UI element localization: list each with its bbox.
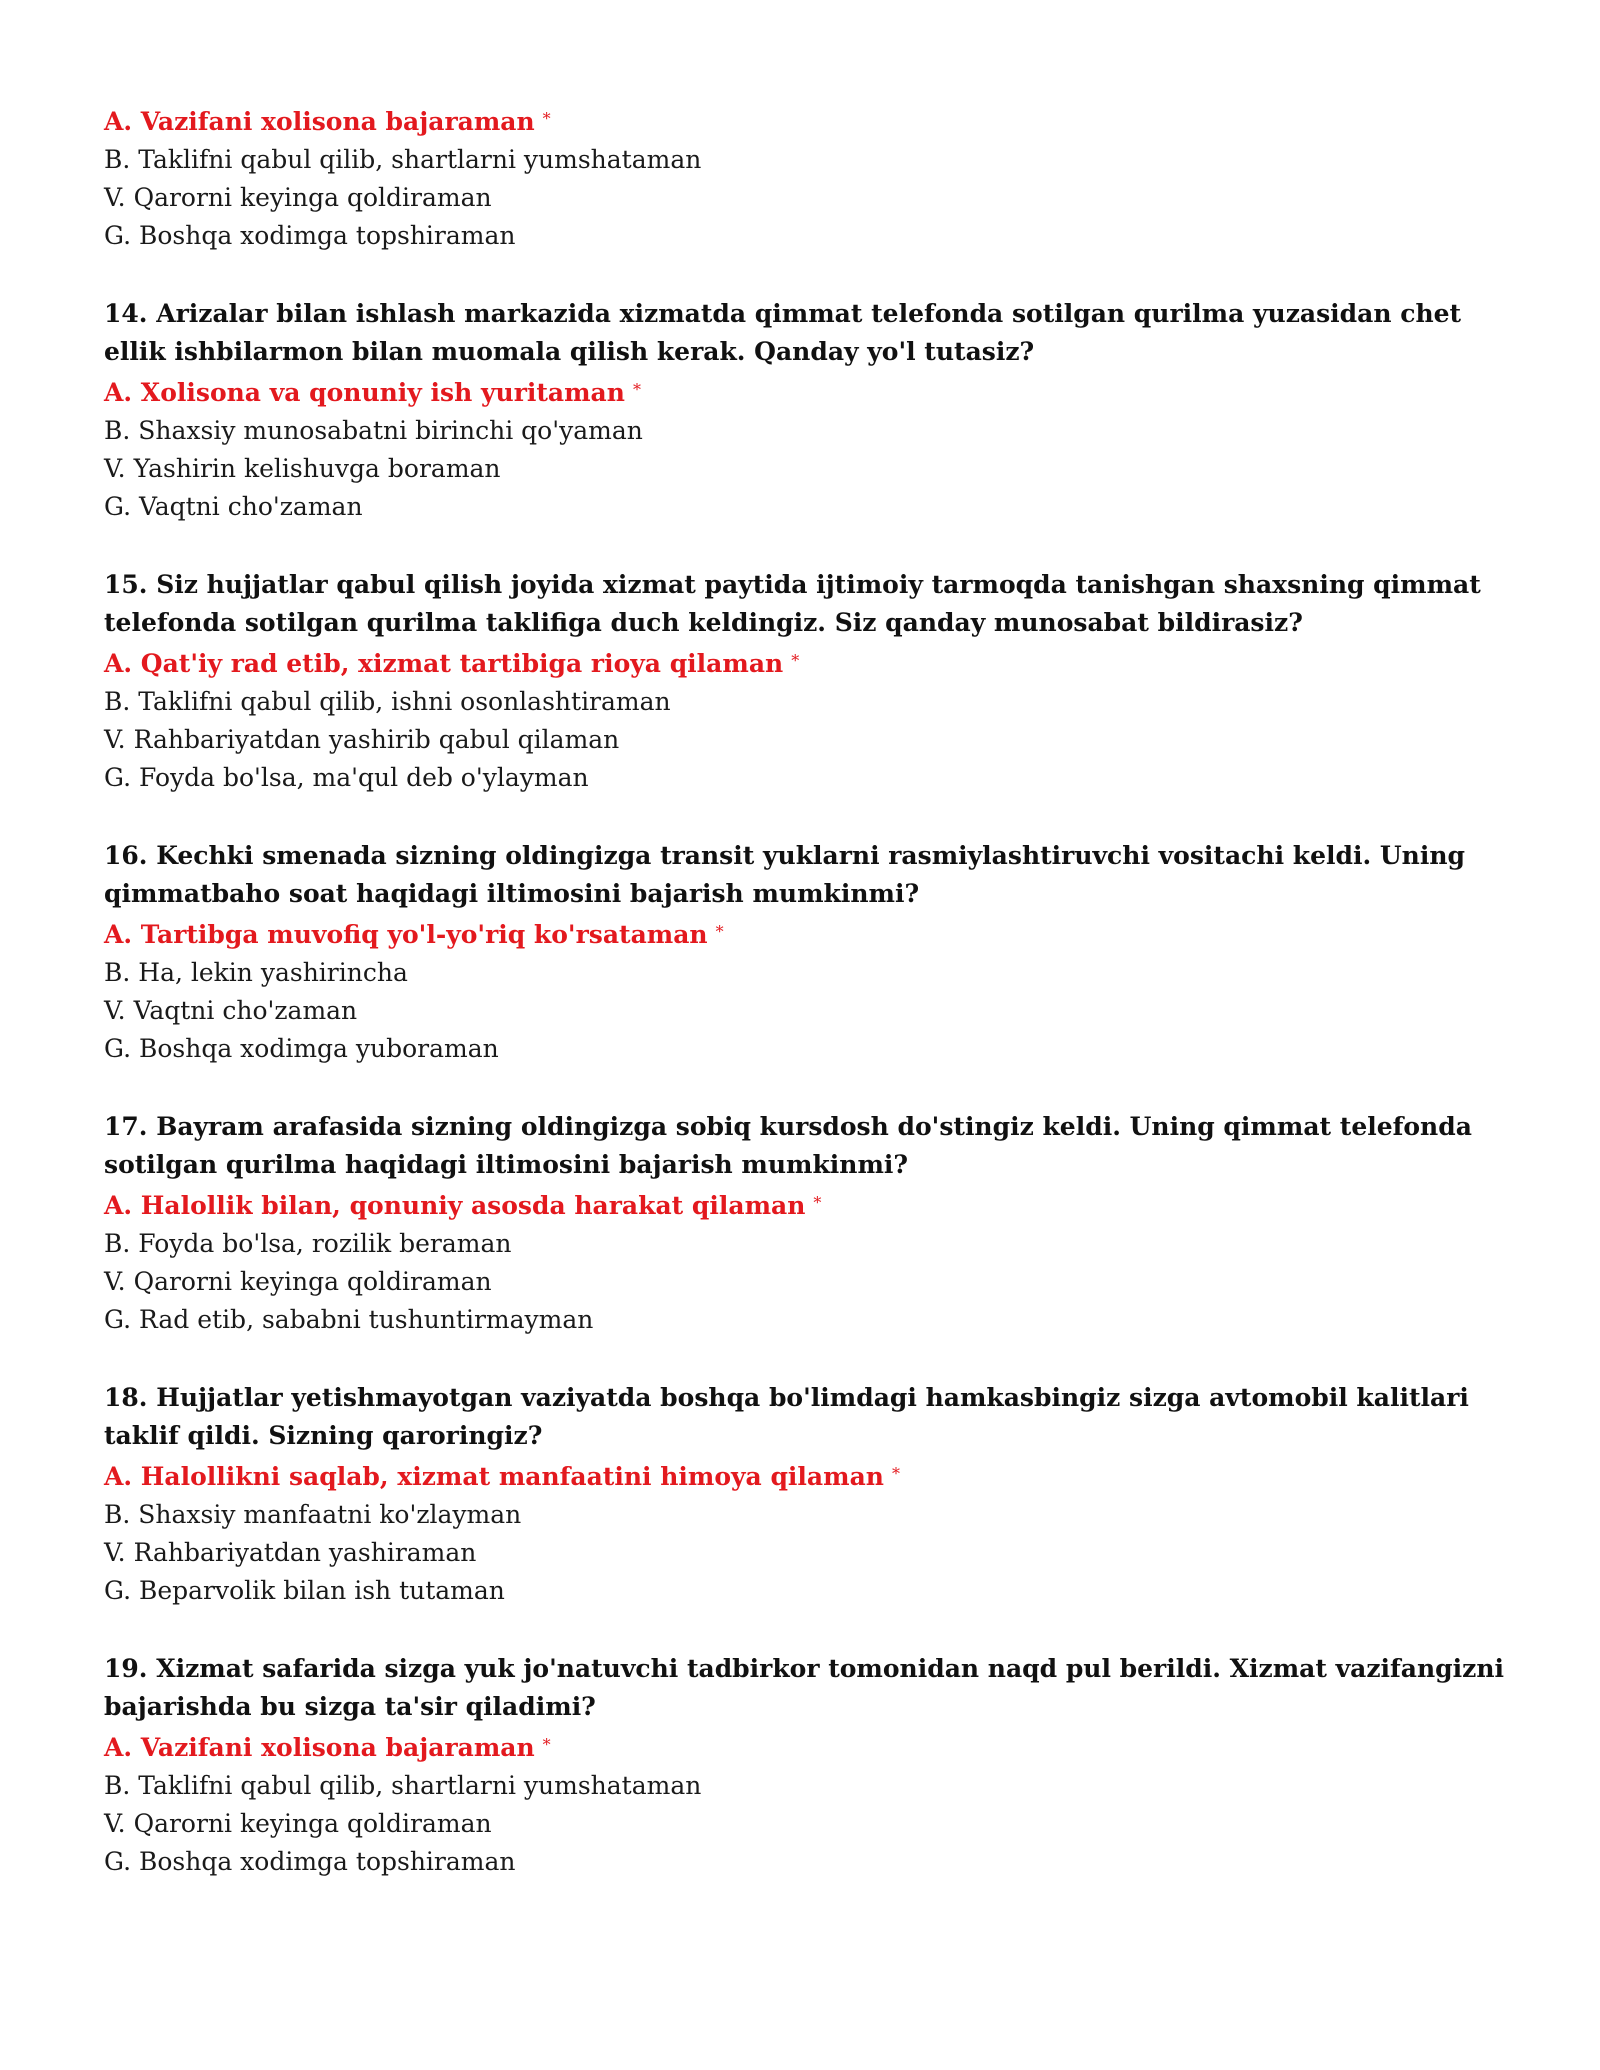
correct-answer: A. Xolisona va qonuniy ish yuritaman * xyxy=(104,378,641,407)
question-text: 15. Siz hujjatlar qabul qilish joyida xizmat paytida ijtimoiy tarmoqda tanishgan shaxsning qimmat telefonda sotilgan qurilma taklifiga duch keldingiz. Siz qanday munosabat bildirasiz? xyxy=(104,570,1481,637)
question-block xyxy=(104,295,1524,526)
answer-option: V. Rahbariyatdan yashiraman xyxy=(104,1538,477,1567)
question-block xyxy=(104,100,1524,255)
answer-option: B. Shaxsiy manfaatni ko'zlayman xyxy=(104,1500,522,1529)
correct-mark-icon: * xyxy=(715,922,724,941)
correct-answer: A. Qat'iy rad etib, xizmat tartibiga rioya qilaman * xyxy=(104,649,800,678)
answer-option: G. Boshqa xodimga yuboraman xyxy=(104,1034,499,1063)
answer-option: V. Qarorni keyinga qoldiraman xyxy=(104,1267,492,1296)
correct-mark-icon: * xyxy=(813,1193,822,1212)
question-text: 16. Kechki smenada sizning oldingizga transit yuklarni rasmiylashtiruvchi vositachi keldi. Uning qimmatbaho soat haqidagi iltimosini bajarish mumkinmi? xyxy=(104,841,1466,908)
correct-answer: A. Tartibga muvofiq yo'l-yo'riq ko'rsataman * xyxy=(104,920,724,949)
answer-option: B. Taklifni qabul qilib, ishni osonlashtiraman xyxy=(104,687,671,716)
answer-option: V. Rahbariyatdan yashirib qabul qilaman xyxy=(104,725,620,754)
correct-answer: A. Vazifani xolisona bajaraman * xyxy=(104,107,551,136)
correct-answer: A. Vazifani xolisona bajaraman * xyxy=(104,1733,551,1762)
correct-mark-icon: * xyxy=(891,1464,900,1483)
correct-mark-icon: * xyxy=(632,380,641,399)
answer-option: B. Taklifni qabul qilib, shartlarni yumshataman xyxy=(104,1771,702,1800)
question-text: 17. Bayram arafasida sizning oldingizga sobiq kursdosh do'stingiz keldi. Uning qimmat telefonda sotilgan qurilma haqidagi iltimosini bajarish mumkinmi? xyxy=(104,1112,1472,1179)
question-block xyxy=(104,566,1524,797)
question-text: 18. Hujjatlar yetishmayotgan vaziyatda boshqa bo'limdagi hamkasbingiz sizga avtomobil kalitlari taklif qildi. Sizning qaroringiz? xyxy=(104,1383,1469,1450)
answer-option: G. Foyda bo'lsa, ma'qul deb o'ylayman xyxy=(104,763,589,792)
question-block xyxy=(104,1379,1524,1610)
correct-answer: A. Halollikni saqlab, xizmat manfaatini himoya qilaman * xyxy=(104,1462,900,1491)
answer-option: B. Taklifni qabul qilib, shartlarni yumshataman xyxy=(104,145,702,174)
answer-option: V. Qarorni keyinga qoldiraman xyxy=(104,183,492,212)
correct-mark-icon: * xyxy=(791,651,800,670)
answer-option: G. Boshqa xodimga topshiraman xyxy=(104,1847,516,1876)
answer-option: G. Vaqtni cho'zaman xyxy=(104,492,363,521)
answer-option: V. Yashirin kelishuvga boraman xyxy=(104,454,501,483)
answer-option: B. Ha, lekin yashirincha xyxy=(104,958,408,987)
answer-option: G. Rad etib, sababni tushuntirmayman xyxy=(104,1305,594,1334)
answer-option: G. Boshqa xodimga topshiraman xyxy=(104,221,516,250)
answer-option: B. Shaxsiy munosabatni birinchi qo'yaman xyxy=(104,416,643,445)
question-text: 14. Arizalar bilan ishlash markazida xizmatda qimmat telefonda sotilgan qurilma yuzasidan chet ellik ishbilarmon bilan muomala qilish kerak. Qanday yo'l tutasiz? xyxy=(104,299,1462,366)
correct-answer: A. Halollik bilan, qonuniy asosda harakat qilaman * xyxy=(104,1191,822,1220)
question-block xyxy=(104,837,1524,1068)
question-block xyxy=(104,1650,1524,1881)
question-block xyxy=(104,1108,1524,1339)
answer-option: G. Beparvolik bilan ish tutaman xyxy=(104,1576,505,1605)
document-page xyxy=(104,100,1524,1921)
question-text: 19. Xizmat safarida sizga yuk jo'natuvchi tadbirkor tomonidan naqd pul berildi. Xizmat vazifangizni bajarishda bu sizga ta'sir qiladimi? xyxy=(104,1654,1504,1721)
answer-option: B. Foyda bo'lsa, rozilik beraman xyxy=(104,1229,512,1258)
answer-option: V. Qarorni keyinga qoldiraman xyxy=(104,1809,492,1838)
correct-mark-icon: * xyxy=(542,1735,551,1754)
answer-option: V. Vaqtni cho'zaman xyxy=(104,996,358,1025)
correct-mark-icon: * xyxy=(542,109,551,128)
